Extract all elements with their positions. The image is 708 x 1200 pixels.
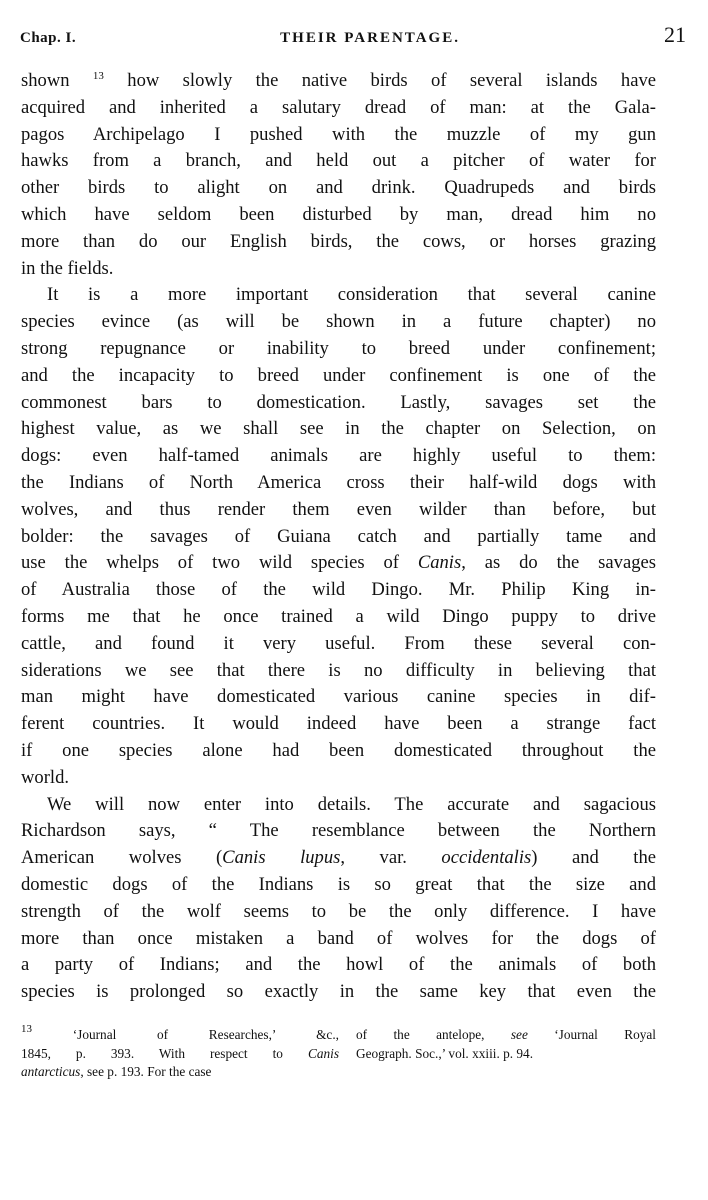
variety-name: occidentalis xyxy=(441,847,532,869)
footnote-line: antarcticus, see p. 193. For the case xyxy=(21,1064,212,1079)
species-name: Canis lupus xyxy=(222,847,341,869)
paragraph-2-cont xyxy=(21,309,656,791)
footnote-column-right xyxy=(356,1026,656,1082)
text-line: ferent countries. It would indeed have been a strange fact xyxy=(21,713,656,735)
text-line: bolder: the savages of Guiana catch and partially tame and xyxy=(21,525,656,547)
text-line: It is a more important consideration that several canine xyxy=(47,284,656,306)
text-line: commonest bars to domestication. Lastly, savages set the xyxy=(21,391,656,413)
text-line: wolves, and thus render them even wilder than before, but xyxy=(21,498,656,520)
text-line: other birds to alight on and drink. Quadrupeds and birds xyxy=(21,177,656,199)
text-line: acquired and inherited a salutary dread of man: at the Gala- xyxy=(21,96,656,118)
paragraph-3 xyxy=(21,792,656,819)
text-line: American wolves (Canis lupus, var. occidentalis) and the xyxy=(21,847,657,869)
body-text xyxy=(21,68,656,1006)
footnote-column-left xyxy=(21,1023,339,1082)
text-line: species evince (as will be shown in a future chapter) no xyxy=(21,311,656,333)
footnote-marker: 13 xyxy=(21,1023,32,1035)
text-line: forms me that he once trained a wild Dingo puppy to drive xyxy=(21,605,656,627)
text-line: strength of the wolf seems to be the only difference. I have xyxy=(21,900,656,922)
footnote-line: $^{13}$ ‘Journal of Researches,’ &c., xyxy=(21,1023,339,1042)
footnote-line: of the antelope, see ‘Journal Royal xyxy=(356,1027,656,1042)
page-number: 21 xyxy=(664,22,686,47)
chapter-label: Chap. I. xyxy=(20,30,77,46)
text-line: world. xyxy=(21,766,70,788)
paragraph-3-cont xyxy=(21,818,656,1006)
text-line: if one species alone had been domesticated throughout the xyxy=(21,739,656,761)
paragraph-2 xyxy=(21,282,656,309)
text-line: a party of Indians; and the howl of the animals of both xyxy=(21,954,656,976)
text-line: which have seldom been disturbed by man, dread him no xyxy=(21,203,656,225)
text-line: more than once mistaken a band of wolves for the dogs of xyxy=(21,927,656,949)
text-line: highest value, as we shall see in the chapter on Selection, on xyxy=(21,418,656,440)
text-line: siderations we see that there is no difficulty in believing that xyxy=(21,659,656,681)
text-line: and the incapacity to breed under confinement is one of the xyxy=(21,364,656,386)
text-line: strong repugnance or inability to breed under confinement; xyxy=(21,337,656,359)
running-title: THEIR PARENTAGE. xyxy=(280,30,460,46)
footnote-line: Geograph. Soc.,’ vol. xxiii. p. 94. xyxy=(356,1045,534,1061)
text-line: pagos Archipelago I pushed with the muzzle of my gun xyxy=(21,123,656,145)
text-line: species is prolonged so exactly in the same key that even the xyxy=(21,981,656,1003)
text-line: dogs: even half-tamed animals are highly useful to them: xyxy=(21,445,656,467)
text-line: in the fields. xyxy=(21,257,114,279)
text-line: use the whelps of two wild species of Canis, as do the savages xyxy=(21,552,656,574)
paragraph-1 xyxy=(21,68,656,282)
species-name: Canis xyxy=(417,552,462,574)
text-line: domestic dogs of the Indians is so great that the size and xyxy=(21,873,656,895)
page-header xyxy=(20,22,686,48)
text-line: shown $^{13}$ how slowly the native birds of several islands have xyxy=(21,70,657,91)
text-line: of Australia those of the wild Dingo. Mr. Philip King in- xyxy=(21,579,656,601)
text-line: Richardson says, “ The resemblance between the Northern xyxy=(21,820,656,842)
text-line: more than do our English birds, the cows, or horses grazing xyxy=(21,230,656,252)
footnote-ref: 13 xyxy=(92,70,104,82)
text-line: the Indians of North America cross their half-wild dogs with xyxy=(21,471,656,493)
footnote-line: 1845, p. 393. With respect to Canis xyxy=(21,1045,339,1061)
text-line: cattle, and found it very useful. From these several con- xyxy=(21,632,656,654)
footnotes xyxy=(21,1023,656,1082)
text-line: We will now enter into details. The accurate and sagacious xyxy=(47,793,656,815)
text-line: hawks from a branch, and held out a pitcher of water for xyxy=(21,150,656,172)
text-line: man might have domesticated various canine species in dif- xyxy=(21,686,656,708)
